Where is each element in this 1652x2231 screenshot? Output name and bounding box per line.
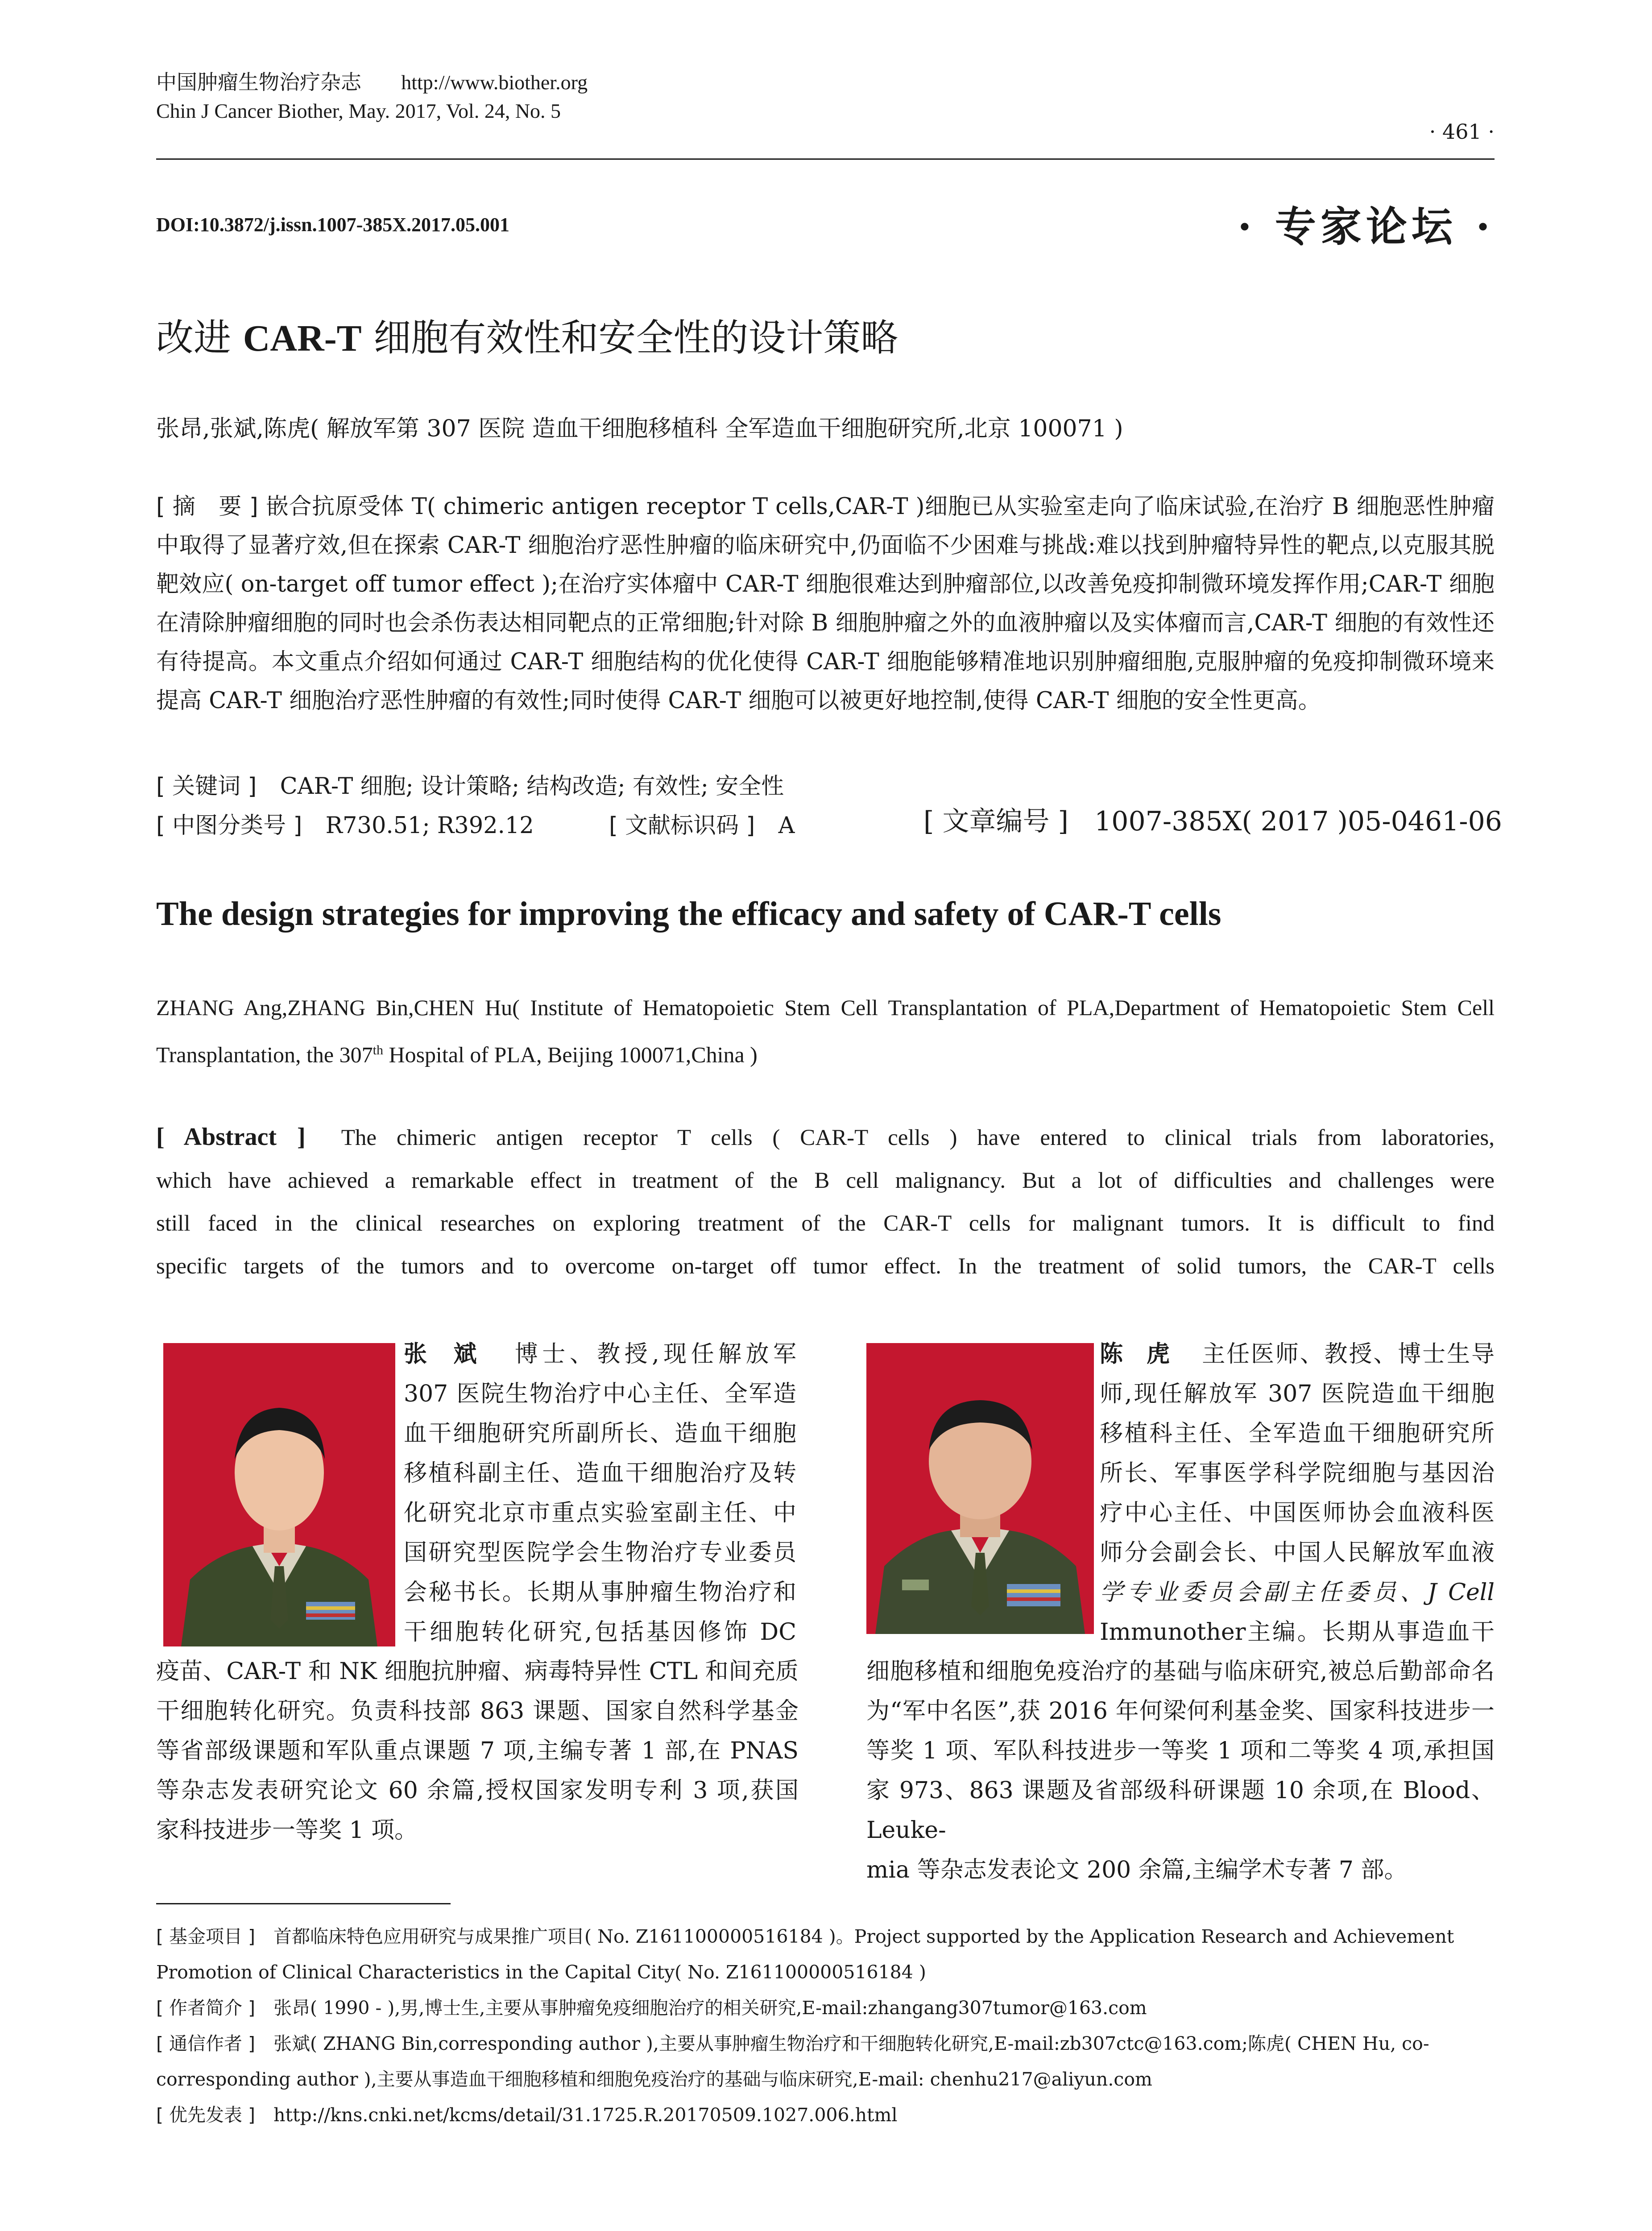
bio-zhang-line-9: 疫苗、CAR-T 和 NK 细胞抗肿瘤、病毒特异性 CTL 和间充质 [156,1658,799,1685]
keywords-text: CAR-T 细胞; 设计策略; 结构改造; 有效性; 安全性 [280,773,784,800]
abstract-cn [156,487,1495,720]
portrait-chen-hu-icon [866,1343,1094,1634]
bio-chen-line-12: 家 973、863 课题及省部级科研课题 10 余项,在 Blood、Leuke- [866,1777,1495,1844]
abstract-cn-label: [ 摘 要 ] [156,493,258,520]
footnote-online-link[interactable]: http://kns.cnki.net/kcms/detail/31.1725.R.20170509.1027.006.html [273,2104,898,2126]
bio-zhang-line-3: 血干细胞研究所副所长、造血干细胞 [404,1420,796,1447]
footnote-author-text: 张昂( 1990 - ),男,博士生,主要从事肿瘤免疫细胞治疗的相关研究,E-mail:zhangang307tumor@163.com [273,1997,1147,2019]
bio-zhang-line-4: 移植科副主任、造血干细胞治疗及转 [404,1460,796,1487]
bio-chen-line-9: 细胞移植和细胞免疫治疗的基础与临床研究,被总后勤部命名 [866,1658,1495,1685]
bio-chen-line-6: 师分会副会长、中国人民解放军血液 [1100,1539,1495,1566]
article-number-label: [ 文章编号 ] [923,806,1068,837]
authors-en-post: Hospital of PLA, Beijing 100071,China ) [383,1042,758,1067]
authors-en-sup: th [373,1043,383,1057]
abstract-en-label: [ Abstract ] [156,1123,306,1151]
bio-zhang-line-10: 干细胞转化研究。负责科技部 863 课题、国家自然科学基金 [156,1698,799,1725]
article-number [923,806,1502,837]
bio-zhang-line-11: 等省部级课题和军队重点课题 7 项,主编专著 1 部,在 PNAS [156,1738,799,1764]
clc-label: [ 中图分类号 ] [156,813,302,839]
authors-en-pre: ZHANG Ang,ZHANG Bin,CHEN Hu( Institute of Hematopoietic Stem Cell Transplantation of PLA,Department of Hematopoietic Stem Cell Transplantation, the 307 [156,995,1495,1067]
photo-zhang-bin [163,1343,395,1646]
bio-chen-line-5: 疗中心主任、中国医师协会血液科医 [1100,1500,1495,1526]
abstract-en-line-3: still faced in the clinical researches on exploring treatment of the CAR-T cells for malignant tumors. It is difficult to find [156,1211,1495,1236]
bio-zhang-line-8: 干细胞转化研究,包括基因修饰 DC [404,1619,796,1646]
bio-chen-line-8: Immunother主编。长期从事造血干 [1100,1619,1495,1646]
doc-code-value: A [778,813,795,839]
title-cn-bold: CAR-T [243,318,362,359]
page-number: · 461 · [1429,120,1495,144]
bio-chen-line-7: 学专业委员会副主任委员、J Cell [1100,1579,1495,1606]
keywords [156,771,784,802]
bio-chen-line-13: mia 等杂志发表论文 200 余篇,主编学术专著 7 部。 [866,1857,1408,1883]
bio-chen-hu-top [1100,1334,1495,1652]
authors-cn: 张昂,张斌,陈虎( 解放军第 307 医院 造血干细胞移植科 全军造血干细胞研究所,北京 100071 ) [156,415,1123,442]
bio-chen-line-3: 移植科主任、全军造血干细胞研究所 [1100,1420,1495,1447]
header-rule [156,158,1495,160]
bio-chen-name: 陈虎 [1100,1340,1193,1368]
portrait-zhang-bin-icon [163,1343,395,1646]
bio-zhang-line-6: 国研究型医院学会生物治疗专业委员 [404,1539,796,1566]
abstract-en-line-4: specific targets of the tumors and to overcome on-target off tumor effect. In the treatment of solid tumors, the CAR-T cells [156,1254,1495,1279]
footnote-fund-text: 首都临床特色应用研究与成果推广项目( No. Z161100000516184 )。Project supported by the Application Research and Achievement Promotion of Clinical Characteristics in the Capital City( No. Z161100000516184 ) [156,1926,1454,1983]
bio-chen-line-2: 师,现任解放军 307 医院造血干细胞 [1100,1381,1495,1407]
title-cn-pre: 改进 [156,316,243,360]
bio-zhang-bin-bottom [156,1652,799,1850]
journal-citation: Chin J Cancer Biother, May. 2017, Vol. 24, No. 5 [156,100,561,122]
bio-zhang-bin-top [404,1334,796,1652]
bio-zhang-line-1: 博士、教授,现任解放军 [514,1341,797,1368]
bio-zhang-name: 张斌 [404,1340,503,1368]
footnote-online [156,2097,1495,2133]
bio-chen-line-4: 所长、军事医学科学院细胞与基因治 [1100,1460,1495,1487]
authors-en [156,986,1495,1076]
keywords-label: [ 关键词 ] [156,773,257,800]
footnote-rule [156,1903,451,1904]
journal-name-cn: 中国肿瘤生物治疗杂志 [156,70,361,94]
article-number-value: 1007-385X( 2017 )05-0461-06 [1094,806,1502,837]
bio-zhang-line-13: 家科技进步一等奖 1 项。 [156,1817,418,1844]
footnote-corr [156,2026,1495,2097]
bio-chen-hu-bottom [866,1652,1495,1890]
running-header [156,68,915,125]
footnote-fund [156,1919,1495,1990]
abstract-en [156,1116,1495,1288]
clc [156,810,534,842]
bio-zhang-line-2: 307 医院生物治疗中心主任、全军造 [404,1381,796,1407]
clc-value: R730.51; R392.12 [325,813,534,839]
bio-zhang-line-7: 会秘书长。长期从事肿瘤生物治疗和 [404,1579,796,1606]
footnote-corr-label: [ 通信作者 ] [156,2033,256,2054]
doi[interactable]: DOI:10.3872/j.issn.1007-385X.2017.05.001 [156,214,510,236]
doc-code [609,810,795,842]
journal-url[interactable]: http://www.biother.org [401,71,588,94]
bio-chen-line-10: 为“军中名医”,获 2016 年何梁何利基金奖、国家科技进步一 [866,1698,1495,1725]
photo-chen-hu [866,1343,1094,1634]
bio-zhang-line-5: 化研究北京市重点实验室副主任、中 [404,1500,796,1526]
bio-chen-line-1: 主任医师、教授、博士生导 [1202,1341,1495,1368]
footnote-author-label: [ 作者简介 ] [156,1997,256,2019]
title-en: The design strategies for improving the efficacy and safety of CAR-T cells [156,895,1221,933]
footnote-online-label: [ 优先发表 ] [156,2104,256,2126]
title-cn-post: 细胞有效性和安全性的设计策略 [361,316,898,360]
abstract-en-line-2: which have achieved a remarkable effect in treatment of the B cell malignancy. But a lot of difficulties and challenges were [156,1168,1495,1193]
bio-zhang-line-12: 等杂志发表研究论文 60 余篇,授权国家发明专利 3 项,获国 [156,1777,799,1804]
footnote-author [156,1990,1495,2026]
footnotes [156,1919,1495,2133]
bio-chen-line-11: 等奖 1 项、军队科技进步一等奖 1 项和二等奖 4 项,承担国 [866,1738,1495,1764]
doc-code-label: [ 文献标识码 ] [609,813,755,839]
footnote-fund-label: [ 基金项目 ] [156,1926,256,1947]
column-tag: · 专家论坛 · [1237,203,1495,251]
footnote-corr-text: 张斌( ZHANG Bin,corresponding author ),主要从事肿瘤生物治疗和干细胞转化研究,E-mail:zb307ctc@163.com;陈虎( CHEN Hu, co-corresponding author ),主要从事造血干细胞移植和细胞免疫治疗的基础与临床研究,E-mail: chenhu217@aliyun.com [156,2033,1429,2090]
abstract-cn-text: 嵌合抗原受体 T( chimeric antigen receptor T cells,CAR-T )细胞已从实验室走向了临床试验,在治疗 B 细胞恶性肿瘤中取得了显著疗效,但在探索 CAR-T 细胞治疗恶性肿瘤的临床研究中,仍面临不少困难与挑战:难以找到肿瘤特异性的靶点,以克服其脱靶效应( on-target off tumor effect );在治疗实体瘤中 CAR-T 细胞很难达到肿瘤部位,以改善免疫抑制微环境发挥作用;CAR-T 细胞在清除肿瘤细胞的同时也会杀伤表达相同靶点的正常细胞;针对除 B 细胞肿瘤之外的血液肿瘤以及实体瘤而言,CAR-T 细胞的有效性还有待提高。本文重点介绍如何通过 CAR-T 细胞结构的优化使得 CAR-T 细胞能够精准地识别肿瘤细胞,克服肿瘤的免疫抑制微环境来提高 CAR-T 细胞治疗恶性肿瘤的有效性;同时使得 CAR-T 细胞可以被更好地控制,使得 CAR-T 细胞的安全性更高。 [156,493,1495,714]
title-cn [156,308,898,362]
abstract-en-line-1: The chimeric antigen receptor T cells ( CAR-T cells ) have entered to clinical trials from laboratories, [341,1125,1495,1150]
